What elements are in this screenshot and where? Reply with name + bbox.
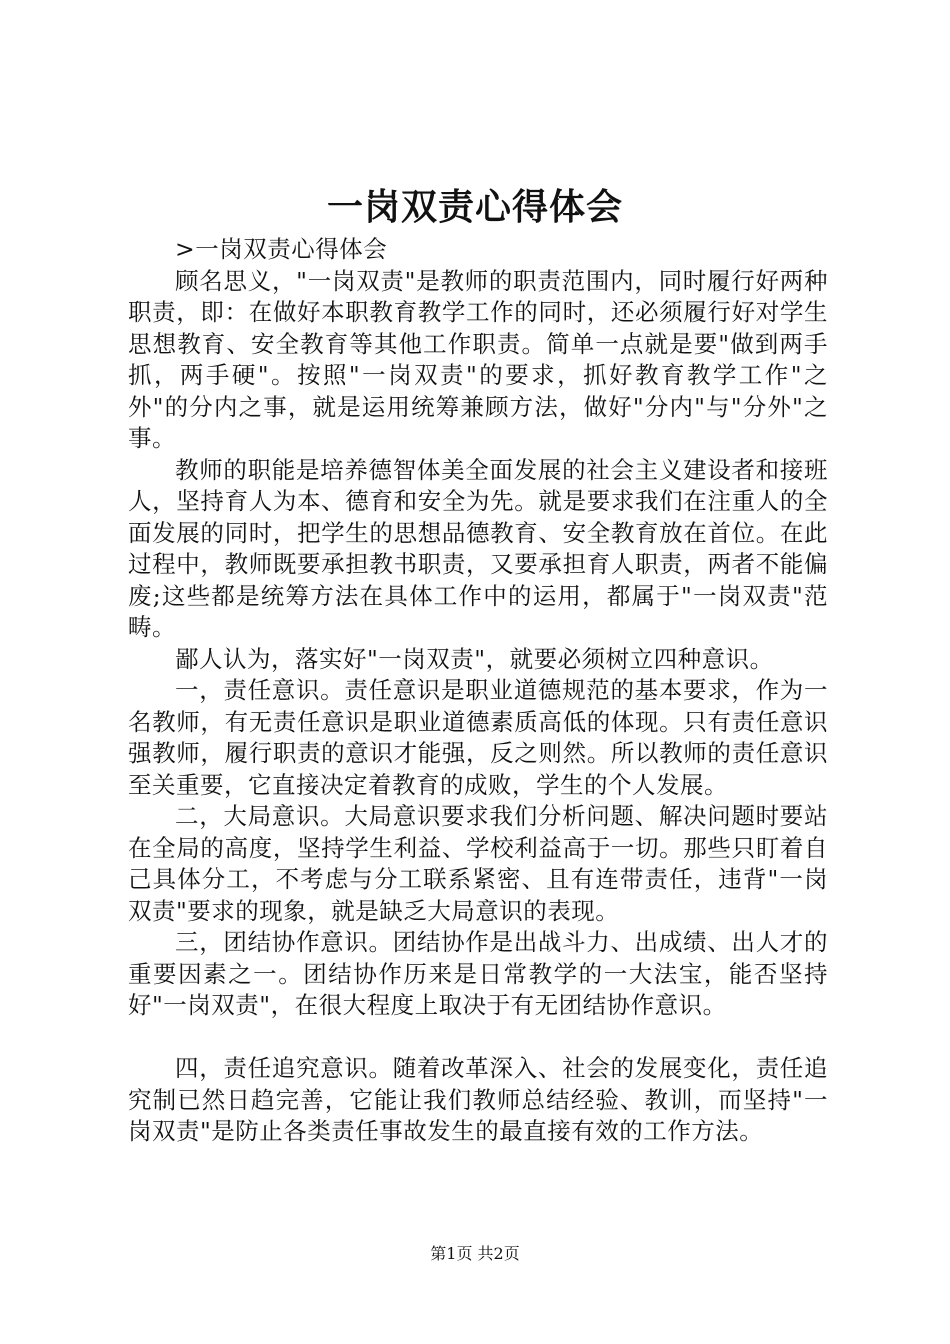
paragraph-definition: 顾名思义，"一岗双责"是教师的职责范围内，同时履行好两种职责，即：在做好本职教育教学工作的同时，还必须履行好对学生思想教育、安全教育等其他工作职责。简单一点就是要"做到两手抓，两手硬"。按照"一岗双责"的要求，抓好教育教学工作"之外"的分内之事，就是运用统筹兼顾方法，做好"分内"与"分外"之事。 xyxy=(128,266,828,452)
paragraph-overall: 二，大局意识。大局意识要求我们分析问题、解决问题时要站在全局的高度，坚持学生利益、学校利益高于一切。那些只盯着自己具体分工，不考虑与分工联系紧密、且有连带责任，违背"一岗双责"要求的现象，就是缺乏大局意识的表现。 xyxy=(128,802,828,925)
paragraph-responsibility: 一，责任意识。责任意识是职业道德规范的基本要求，作为一名教师，有无责任意识是职业道德素质高低的体现。只有责任意识强教师，履行职责的意识才能强，反之则然。所以教师的责任意识至关重要，它直接决定着教育的成败，学生的个人发展。 xyxy=(128,676,828,799)
page-footer: 第1页 共2页 xyxy=(430,1244,520,1263)
document-title: 一岗双责心得体会 xyxy=(326,186,623,228)
paragraph-teacher-function: 教师的职能是培养德智体美全面发展的社会主义建设者和接班人，坚持育人为本、德育和安全为先。就是要求我们在注重人的全面发展的同时，把学生的思想品德教育、安全教育放在首位。在此过程中，教师既要承担教书职责，又要承担育人职责，两者不能偏废;这些都是统筹方法在具体工作中的运用，都属于"一岗双责"范畴。 xyxy=(128,455,828,641)
paragraph-spacer xyxy=(128,1022,828,1054)
paragraph-teamwork: 三，团结协作意识。团结协作是出战斗力、出成绩、出人才的重要因素之一。团结协作历来是日常教学的一大法宝，能否坚持好"一岗双责"，在很大程度上取决于有无团结协作意识。 xyxy=(128,928,828,1019)
paragraph-accountability: 四，责任追究意识。随着改革深入、社会的发展变化，责任追究制已然日趋完善，它能让我们教师总结经验、教训，而坚持"一岗双责"是防止各类责任事故发生的最直接有效的工作方法。 xyxy=(128,1054,828,1145)
paragraph-subtitle: >一岗双责心得体会 xyxy=(175,235,388,263)
paragraph-four-awareness: 鄙人认为，落实好"一岗双责"，就要必须树立四种意识。 xyxy=(175,644,774,673)
document-body xyxy=(128,234,828,1148)
